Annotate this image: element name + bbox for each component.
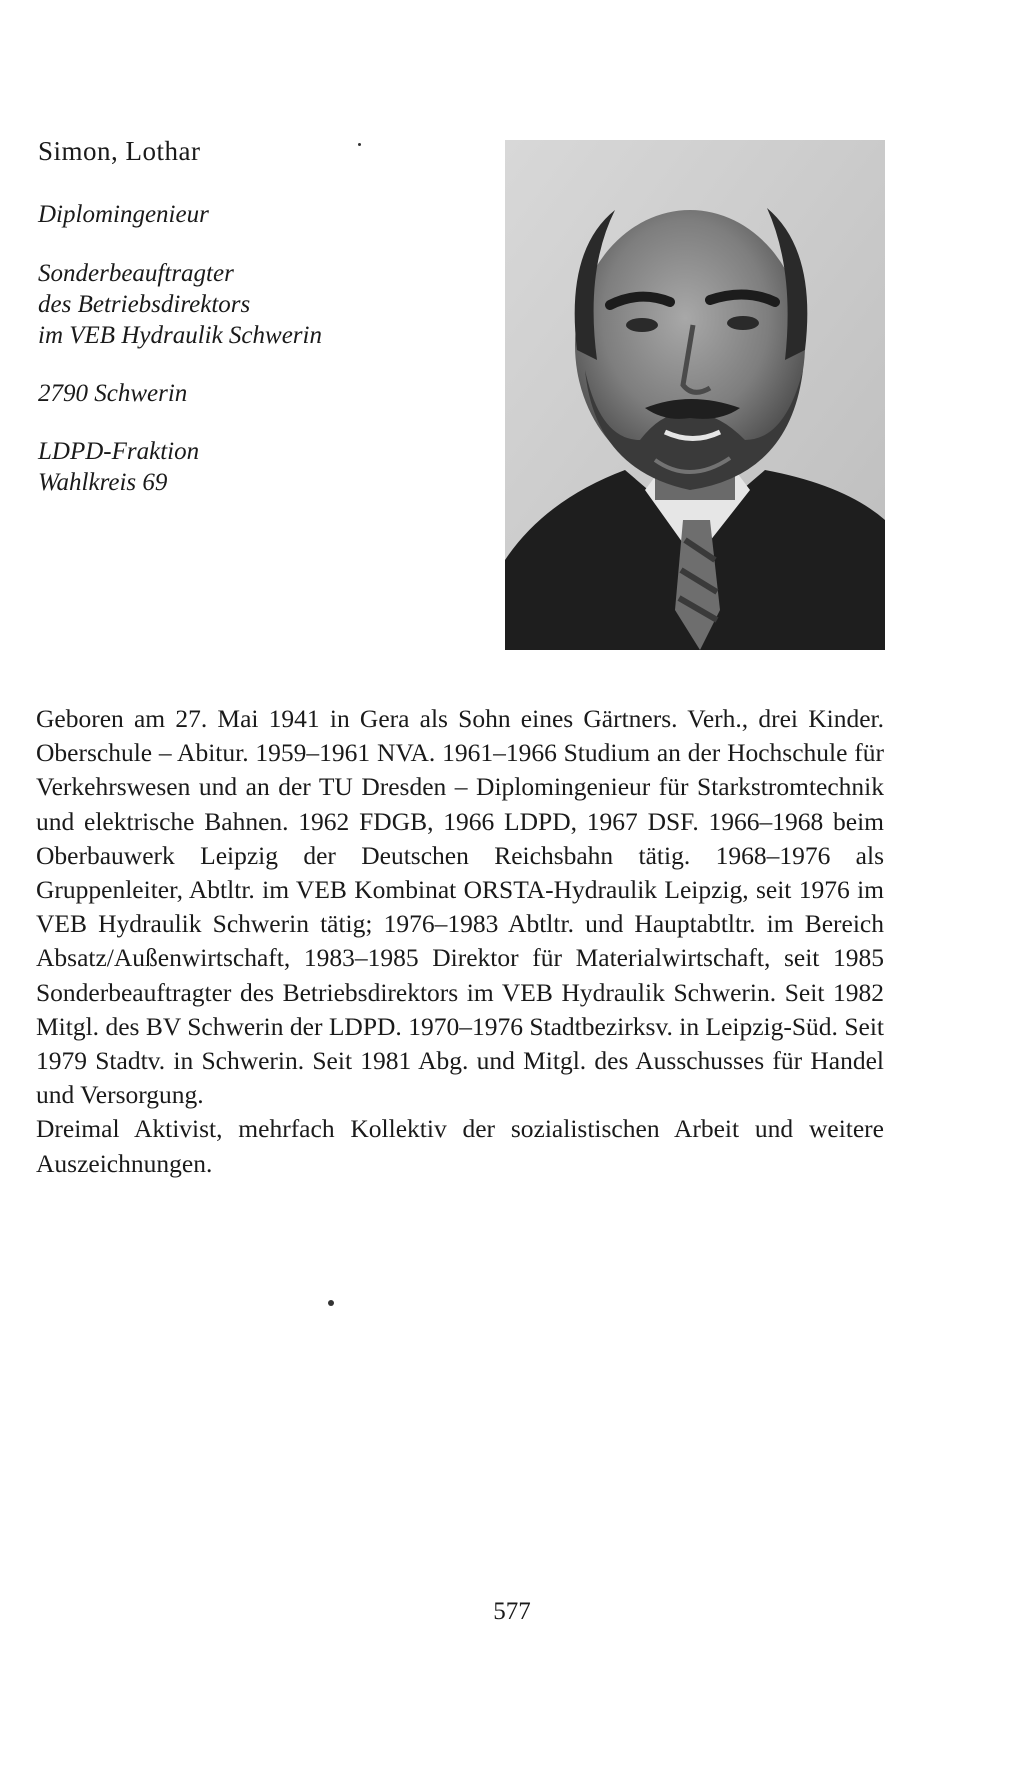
biography-paragraph-2: Dreimal Aktivist, mehrfach Kollektiv der sozialistischen Arbeit und weitere Auszeichnungen. <box>36 1114 884 1178</box>
eye-left <box>626 318 658 332</box>
title-group <box>38 199 458 230</box>
portrait-illustration <box>505 140 885 650</box>
biography-text <box>36 702 884 1181</box>
person-constituency: Wahlkreis 69 <box>38 469 168 496</box>
print-speck <box>358 143 361 146</box>
position-line-3: im VEB Hydraulik Schwerin <box>38 322 322 349</box>
person-faction: LDPD-Fraktion <box>38 438 200 465</box>
biography-paragraph-1: Geboren am 27. Mai 1941 in Gera als Sohn eines Gärtners. Verh., drei Kinder. Oberschule – Abitur. 1959–1961 NVA. 1961–1966 Studium an der Hochschule für Verkehrswesen und an der TU Dresden – Diplomingenieur für Starkstromtechnik und elektrische Bahnen. 1962 FDGB, 1966 LDPD, 1967 DSF. 1966–1968 beim Oberbauwerk Leipzig der Deutschen Reichsbahn tätig. 1968–1976 als Gruppenleiter, Abtltr. im VEB Kombinat ORSTA-Hydraulik Leipzig, seit 1976 im VEB Hydraulik Schwerin tätig; 1976–1983 Abtltr. und Hauptabtltr. im Bereich Absatz/Außenwirtschaft, 1983–1985 Direktor für Materialwirtschaft, seit 1985 Sonderbeauftragter des Betriebsdirektors im VEB Hydraulik Schwerin. Seit 1982 Mitgl. des BV Schwerin der LDPD. 1970–1976 Stadtbezirksv. in Leipzig-Süd. Seit 1979 Stadtv. in Schwerin. Seit 1981 Abg. und Mitgl. des Ausschusses für Handel und Versorgung. <box>36 704 884 1110</box>
person-title: Diplomingenieur <box>38 201 209 228</box>
eye-right <box>727 316 759 330</box>
person-name: Simon, Lothar <box>38 136 201 166</box>
page-number: 577 <box>493 1598 531 1625</box>
position-line-2: des Betriebsdirektors <box>38 291 251 318</box>
location-group <box>38 378 458 409</box>
faction-group <box>38 436 458 498</box>
portrait-photo <box>505 140 885 650</box>
person-location: 2790 Schwerin <box>38 380 188 407</box>
position-group <box>38 258 458 351</box>
person-header <box>38 136 458 525</box>
print-speck <box>328 1300 334 1306</box>
position-line-1: Sonderbeauftragter <box>38 260 234 287</box>
